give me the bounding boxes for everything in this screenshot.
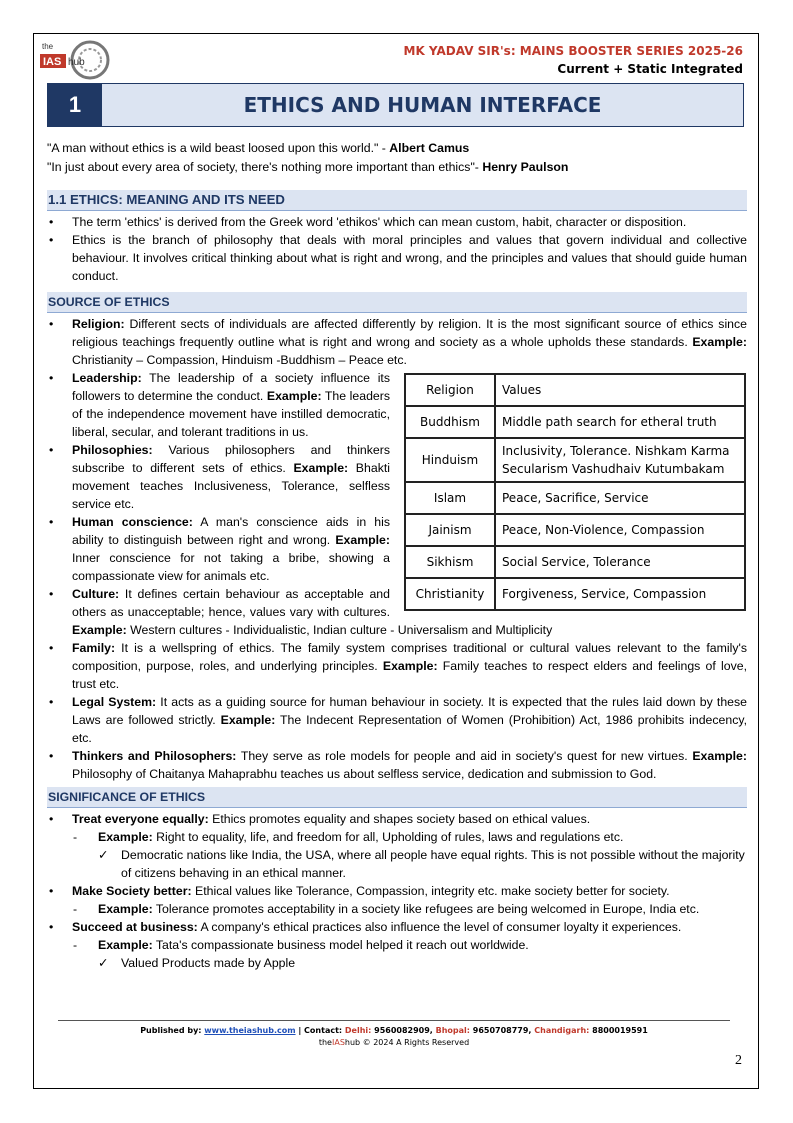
section-heading-meaning: 1.1 ETHICS: MEANING AND ITS NEED	[47, 190, 747, 211]
quotes	[47, 139, 568, 177]
list-item: • Philosophies: Various philosophers and thinkers subscribe to different sets of ethics. Example: Bhakti movement teaches Inclusiveness, Tolerance, selfless service etc.	[47, 441, 747, 513]
svg-text:IAS: IAS	[43, 56, 62, 68]
footer	[58, 1020, 730, 1049]
list-item: • Religion: Different sects of individuals are affected differently by religion. It is the most significant source of ethics since religious teachings frequently outline what is right and wrong and society as a whole upholds these standards. Example: Christianity – Compassion, Hinduism -Buddhism – Peace etc.	[47, 315, 747, 369]
table-row: Sikhism Social Service, Tolerance	[405, 546, 745, 578]
list-item: • Treat everyone equally: Ethics promotes equality and shapes society based on ethical values.	[47, 810, 747, 828]
svg-text:the: the	[42, 42, 54, 51]
quote-author: Henry Paulson	[482, 160, 569, 174]
table-row: Hinduism Inclusivity, Tolerance. Nishkam Karma Secularism Vashudhaiv Kutumbakam	[405, 438, 745, 482]
sub-item: - Example: Tolerance promotes acceptability in a society like refugees are being welcomed in Europe, India etc.	[47, 900, 747, 918]
section-heading-significance: SIGNIFICANCE OF ETHICS	[47, 787, 747, 808]
series-title: MK YADAV SIR's: MAINS BOOSTER SERIES 2025-26	[403, 44, 743, 58]
header-right	[404, 44, 743, 76]
list-item: • Thinkers and Philosophers: They serve as role models for people and aid in society's quest for new virtues. Example: Philosophy of Chaitanya Mahaprabhu teaches us about selfless service, dedication and submission to God.	[47, 747, 747, 783]
tick-item: ✓ Valued Products made by Apple	[47, 954, 747, 972]
list-item: • Ethics is the branch of philosophy that deals with moral principles and values that govern individual and collective behaviour. It involves critical thinking about what is right and wrong, and the principles and values that should guide human conduct.	[47, 231, 747, 285]
chapter-title: ETHICS AND HUMAN INTERFACE	[243, 93, 602, 117]
sub-item: - Example: Tata's compassionate business model helped it reach out worldwide.	[47, 936, 747, 954]
website-link[interactable]: www.theiashub.com	[204, 1026, 296, 1035]
table-row: Islam Peace, Sacrifice, Service	[405, 482, 745, 514]
page-number: 2	[735, 1053, 742, 1068]
list-item: • Make Society better: Ethical values like Tolerance, Compassion, integrity etc. make society better for society.	[47, 882, 747, 900]
quote-2: "In just about every area of society, there's nothing more important than ethics"- Henry Paulson	[47, 160, 569, 174]
table-header-cell: Religion	[405, 374, 495, 406]
chapter-number: 1	[48, 84, 102, 126]
section-heading-source: SOURCE OF ETHICS	[47, 292, 747, 313]
series-subtitle: Current + Static Integrated	[557, 62, 743, 76]
source-list-continued	[47, 369, 747, 783]
list-item: • The term 'ethics' is derived from the Greek word 'ethikos' which can mean custom, habit, character or disposition.	[47, 213, 747, 231]
significance-list	[47, 810, 747, 828]
meaning-list	[47, 213, 747, 285]
table-row: Christianity Forgiveness, Service, Compassion	[405, 578, 745, 610]
footer-copyright: theIAShub © 2024 A Rights Reserved	[318, 1038, 470, 1047]
footer-contact: Published by: www.theiashub.com | Contact: Delhi: 9560082909, Bhopal: 9650708779, Chandigarh: 8800019591	[140, 1026, 648, 1035]
list-item: • Succeed at business: A company's ethical practices also influence the level of consumer loyalty it experiences.	[47, 918, 747, 936]
chapter-banner	[47, 83, 744, 127]
list-item: • Legal System: It acts as a guiding source for human behaviour in society. It is expected that the rules laid down by these Laws are followed strictly. Example: The Indecent Representation of Women (Prohibition) Act, 1986 prohibits indecency, etc.	[47, 693, 747, 747]
list-item: • Leadership: The leadership of a society influence its followers to determine the conduct. Example: The leaders of the independence movement have instilled democratic, liberal, secular, and tolerant traditions in us.	[47, 369, 747, 441]
main-content	[47, 186, 747, 972]
tick-item: ✓ Democratic nations like India, the USA, where all people have equal rights. This is not possible without the majority of citizens behaving in an ethical manner.	[47, 846, 747, 882]
list-item: • Family: It is a wellspring of ethics. The family system comprises traditional or cultural values relevant to the family's composition, purpose, roles, and underlying principles. Example: Family teaches to respect elders and feelings of love, trust etc.	[47, 639, 747, 693]
quote-author: Albert Camus	[389, 141, 470, 155]
list-item: • Human conscience: A man's conscience aids in his ability to distinguish between right and wrong. Example: Inner conscience for not taking a bribe, showing a compassionate view for animals etc.	[47, 513, 747, 585]
svg-text:hub: hub	[68, 57, 85, 68]
quote-1: "A man without ethics is a wild beast loosed upon this world." - Albert Camus	[47, 141, 470, 155]
sub-item: - Example: Right to equality, life, and freedom for all, Upholding of rules, laws and regulations etc.	[47, 828, 747, 846]
table-row: Buddhism Middle path search for etheral truth	[405, 406, 745, 438]
table-header-cell: Values	[495, 374, 745, 406]
table-row: Jainism Peace, Non-Violence, Compassion	[405, 514, 745, 546]
source-list	[47, 315, 747, 369]
iashub-logo	[38, 38, 112, 82]
list-item: • Culture: It defines certain behaviour as acceptable and others as unacceptable; hence, values vary with cultures. Example: Western cultures - Individualistic, Indian culture - Universalism and Multiplicity	[47, 585, 747, 639]
